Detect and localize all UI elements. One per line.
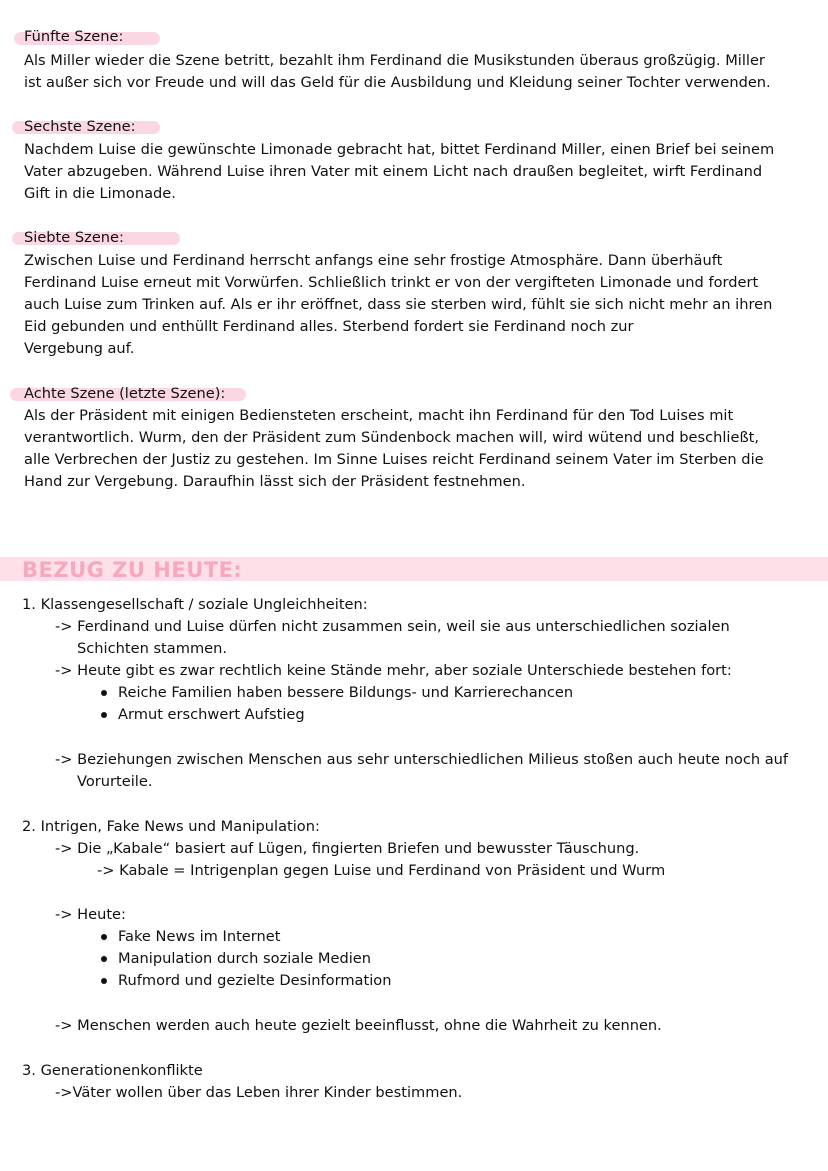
scene-title: Achte Szene (letzte Szene): — [24, 385, 226, 402]
scene-text: Zwischen Luise und Ferdinand herrscht anfangs eine sehr frostige Atmosphäre. Dann überhäuft — [24, 252, 723, 269]
bullet-text: Manipulation durch soziale Medien — [118, 950, 372, 967]
point-text: -> Heute: — [55, 906, 126, 923]
point-text: Vorurteile. — [77, 773, 153, 790]
scene-text: Ferdinand Luise erneut mit Vorwürfen. Schließlich trinkt er von der vergifteten Limonade und fordert — [24, 274, 759, 291]
scene-text: auch Luise zum Trinken auf. Als er ihr eröffnet, dass sie sterben wird, fühlt sie sich nicht mehr an ihren — [24, 296, 773, 313]
bullet-icon — [101, 690, 107, 696]
point-text: -> Beziehungen zwischen Menschen aus sehr unterschiedlichen Milieus stoßen auch heute noch auf — [55, 751, 789, 768]
bullet-text: Fake News im Internet — [118, 928, 281, 945]
bullet-icon — [101, 934, 107, 940]
point-text: -> Kabale = Intrigenplan gegen Luise und Ferdinand von Präsident und Wurm — [97, 862, 666, 879]
scene-text: Eid gebunden und enthüllt Ferdinand alles. Sterbend fordert sie Ferdinand noch zur — [24, 318, 634, 335]
scene-text: verantwortlich. Wurm, den der Präsident zum Sündenbock machen will, wird wütend und beschließt, — [24, 429, 760, 446]
point-text: ->Väter wollen über das Leben ihrer Kinder bestimmen. — [55, 1084, 463, 1101]
scene-title: Siebte Szene: — [24, 229, 124, 246]
point-text: -> Menschen werden auch heute gezielt beeinflusst, ohne die Wahrheit zu kennen. — [55, 1017, 662, 1034]
point-title: 3. Generationenkonflikte — [22, 1062, 203, 1079]
point-text: -> Ferdinand und Luise dürfen nicht zusammen sein, weil sie aus unterschiedlichen sozialen — [55, 618, 730, 635]
scene-text: Vergebung auf. — [24, 340, 135, 357]
point-text: Schichten stammen. — [77, 640, 228, 657]
point-text: -> Heute gibt es zwar rechtlich keine Stände mehr, aber soziale Unterschiede bestehen fort: — [55, 662, 732, 679]
scene-text: Vater abzugeben. Während Luise ihren Vater mit einem Licht nach draußen begleitet, wirft Ferdinand — [24, 163, 763, 180]
scene-text: Hand zur Vergebung. Daraufhin lässt sich der Präsident festnehmen. — [24, 473, 526, 490]
bullet-icon — [101, 712, 107, 718]
scene-text: Als Miller wieder die Szene betritt, bezahlt ihm Ferdinand die Musikstunden überaus großzügig. Miller — [24, 52, 765, 69]
scene-text: Nachdem Luise die gewünschte Limonade gebracht hat, bittet Ferdinand Miller, einen Brief bei seinem — [24, 141, 775, 158]
bullet-icon — [101, 978, 107, 984]
scene-text: Als der Präsident mit einigen Bediensteten erscheint, macht ihn Ferdinand für den Tod Luises mit — [24, 407, 734, 424]
bullet-text: Reiche Familien haben bessere Bildungs- und Karrierechancen — [118, 684, 574, 701]
scene-text: Gift in die Limonade. — [24, 185, 176, 202]
point-text: -> Die „Kabale“ basiert auf Lügen, fingierten Briefen und bewusster Täuschung. — [55, 840, 640, 857]
bullet-text: Rufmord und gezielte Desinformation — [118, 972, 392, 989]
point-title: 1. Klassengesellschaft / soziale Ungleichheiten: — [22, 596, 368, 613]
scene-text: alle Verbrechen der Justiz zu gestehen. Im Sinne Luises reicht Ferdinand seinem Vater im Sterben die — [24, 451, 764, 468]
bullet-text: Armut erschwert Aufstieg — [118, 706, 305, 723]
point-title: 2. Intrigen, Fake News und Manipulation: — [22, 818, 320, 835]
scene-text: ist außer sich vor Freude und will das Geld für die Ausbildung und Kleidung seiner Tochter verwenden. — [24, 74, 771, 91]
scene-title: Sechste Szene: — [24, 118, 136, 135]
scene-title: Fünfte Szene: — [24, 28, 124, 45]
bullet-icon — [101, 956, 107, 962]
section-heading: BEZUG ZU HEUTE: — [22, 558, 243, 582]
